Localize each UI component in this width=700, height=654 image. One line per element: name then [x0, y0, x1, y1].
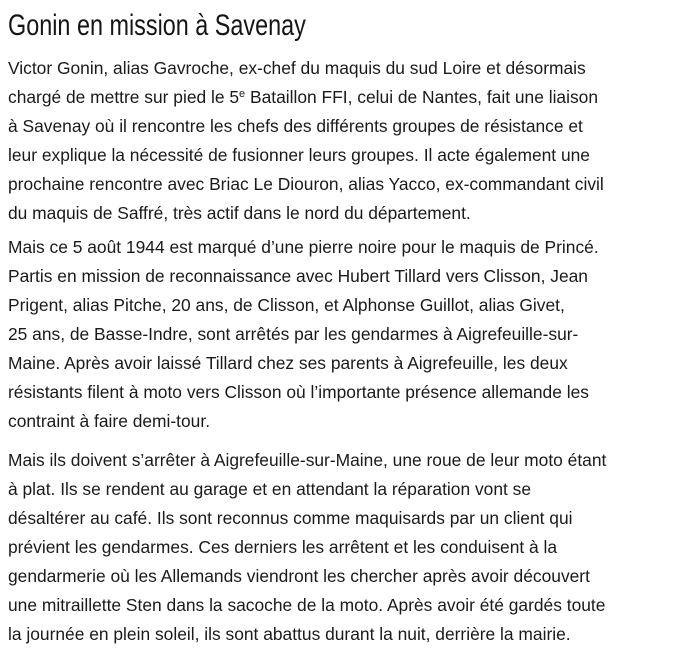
article: [8, 2, 692, 654]
text-line: prévient les gendarmes. Ces derniers les arrêtent et les conduisent à la: [8, 537, 558, 557]
text-line: Maine. Après avoir laissé Tillard chez ses parents à Aigrefeuille, les deux: [8, 353, 568, 373]
article-title: Gonin en mission à Savenay: [8, 9, 306, 42]
text-line: Victor Gonin, alias Gavroche, ex-chef du maquis du sud Loire et désormais: [8, 58, 586, 78]
text-segment: chargé de mettre sur pied le 5: [8, 87, 240, 107]
paragraph-3: [8, 446, 692, 649]
paragraph-2: [8, 233, 692, 436]
text-line: Prigent, alias Pitche, 20 ans, de Clisson, et Alphonse Guillot, alias Givet,: [8, 295, 565, 315]
text-line: gendarmerie où les Allemands viendront les chercher après avoir découvert: [8, 566, 590, 586]
text-line: prochaine rencontre avec Briac Le Diouron, alias Yacco, ex-commandant civil: [8, 174, 604, 194]
text-line: leur explique la nécessité de fusionner leurs groupes. Il acte également une: [8, 145, 590, 165]
superscript: e: [239, 88, 246, 100]
text-line: Partis en mission de reconnaissance avec Hubert Tillard vers Clisson, Jean: [8, 266, 588, 286]
text-line: une mitraillette Sten dans la sacoche de la moto. Après avoir été gardés toute: [8, 595, 606, 615]
text-line: [8, 83, 692, 112]
text-line: contraint à faire demi-tour.: [8, 411, 211, 431]
paragraph-1: [8, 54, 692, 228]
text-line: désaltérer au café. Ils sont reconnus comme maquisards par un client qui: [8, 508, 573, 528]
text-line: Mais ils doivent s’arrêter à Aigrefeuille-sur-Maine, une roue de leur moto étant: [8, 450, 607, 470]
text-line: du maquis de Saffré, très actif dans le nord du département.: [8, 203, 471, 223]
text-line: 25 ans, de Basse-Indre, sont arrêtés par les gendarmes à Aigrefeuille-sur-: [8, 324, 579, 344]
text-line: la journée en plein soleil, ils sont abattus durant la nuit, derrière la mairie.: [8, 624, 571, 644]
text-line: Mais ce 5 août 1944 est marqué d’une pierre noire pour le maquis de Princé.: [8, 237, 599, 257]
text-line: à Savenay où il rencontre les chefs des différents groupes de résistance et: [8, 116, 583, 136]
text-line: à plat. Ils se rendent au garage et en attendant la réparation vont se: [8, 479, 532, 499]
text-segment: Bataillon FFI, celui de Nantes, fait une liaison: [245, 87, 599, 107]
text-line: résistants filent à moto vers Clisson où l’importante présence allemande les: [8, 382, 589, 402]
